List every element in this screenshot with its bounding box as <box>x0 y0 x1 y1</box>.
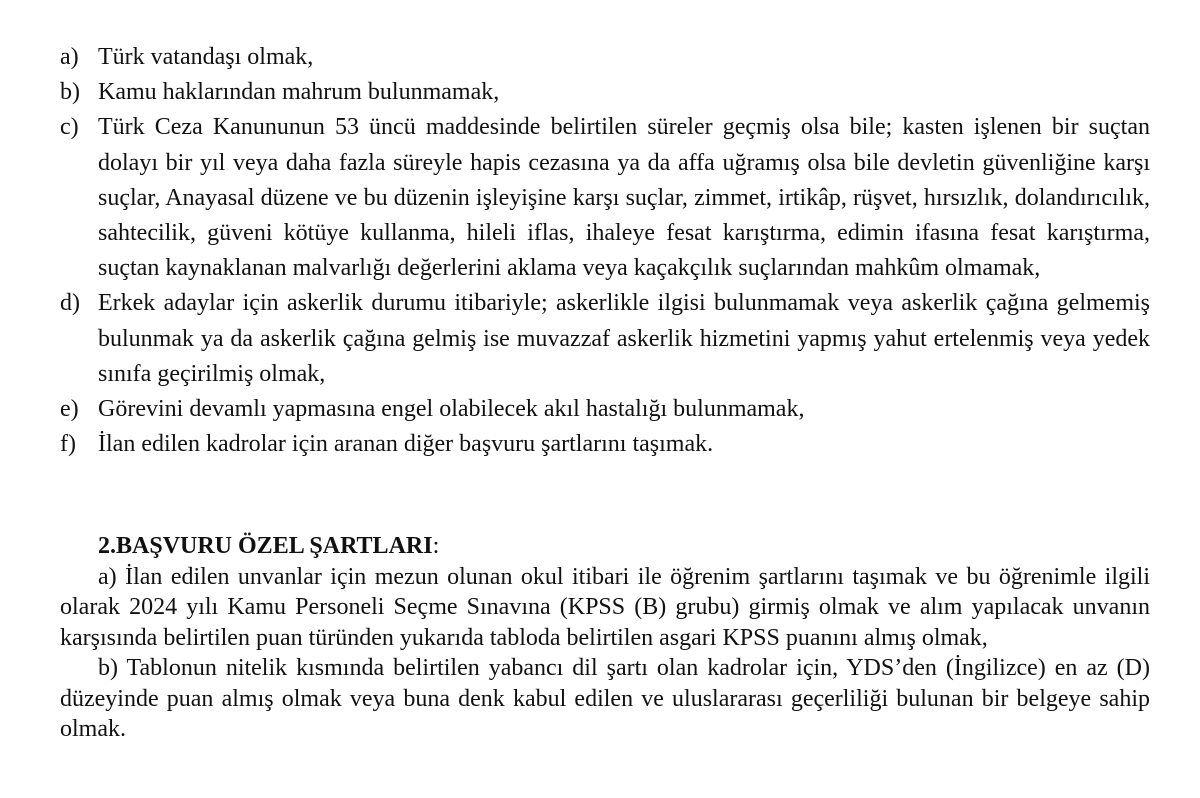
list-marker: e) <box>60 396 79 423</box>
list-marker: c) <box>60 114 79 141</box>
paragraph: b) Tablonun nitelik kısmında belirtilen yabancı dil şartı olan kadrolar için, YDS’den (İngilizce) en az (D) düzeyinde puan almış olmak veya buna denk kabul edilen ve uluslararası geçerliliği bulunan bir belgeye sahip olmak. <box>60 655 1150 743</box>
list-item-text: Görevini devamlı yapmasına engel olabilecek akıl hastalığı bulunmamak, <box>98 396 805 423</box>
list-item <box>60 110 1150 286</box>
paragraph: a) İlan edilen unvanlar için mezun olunan okul itibari ile öğrenim şartlarını taşımak ve bu öğrenimle ilgili olarak 2024 yılı Kamu Personeli Seçme Sınavına (KPSS (B) grubu) girmiş olmak ve alım yapılacak unvanın karşısında belirtilen puan türünden yukarıda tabloda belirtilen asgari KPSS puanını almış olmak, <box>60 564 1150 651</box>
section-heading <box>98 530 1150 562</box>
list-item-text: Türk Ceza Kanununun 53 üncü maddesinde belirtilen süreler geçmiş olsa bile; kasten işlenen bir suçtan dolayı bir yıl veya daha fazla süreyle hapis cezasına ya da affa uğramış olsa bile devletin güvenliğine karşı suçlar, Anayasal düzene ve bu düzenin işleyişine karşı suçlar, zimmet, irtikâp, rüşvet, hırsızlık, dolandırıcılık, sahtecilik, güveni kötüye kullanma, hileli iflas, ihaleye fesat karıştırma, edimin ifasına fesat karıştırma, suçtan kaynaklanan malvarlığı değerlerini aklama veya kaçakçılık suçlarından mahkûm olmamak, <box>98 114 1150 282</box>
list-item <box>60 392 1150 427</box>
list-item-text: İlan edilen kadrolar için aranan diğer başvuru şartlarını taşımak. <box>98 431 714 458</box>
special-conditions-section <box>60 530 1150 744</box>
list-item <box>60 286 1150 392</box>
list-item-text: Kamu haklarından mahrum bulunmamak, <box>98 79 500 106</box>
list-item <box>60 427 1150 462</box>
list-item <box>60 40 1150 75</box>
section-heading-text: 2.BAŞVURU ÖZEL ŞARTLARI <box>98 533 433 559</box>
list-item <box>60 75 1150 110</box>
list-marker: d) <box>60 290 80 317</box>
list-item-text: Erkek adaylar için askerlik durumu itibariyle; askerlikle ilgisi bulunmamak veya askerlik çağına gelmemiş bulunmak ya da askerlik çağına gelmiş ise muvazzaf askerlik hizmetini yapmış yahut ertelenmiş veya yedek sınıfa geçirilmiş olmak, <box>98 290 1150 387</box>
list-item-text: Türk vatandaşı olmak, <box>98 44 314 70</box>
list-marker: a) <box>60 44 79 70</box>
general-conditions-list <box>60 40 1150 462</box>
section-heading-colon: : <box>432 533 440 559</box>
list-marker: b) <box>60 79 80 106</box>
list-marker: f) <box>60 431 76 458</box>
